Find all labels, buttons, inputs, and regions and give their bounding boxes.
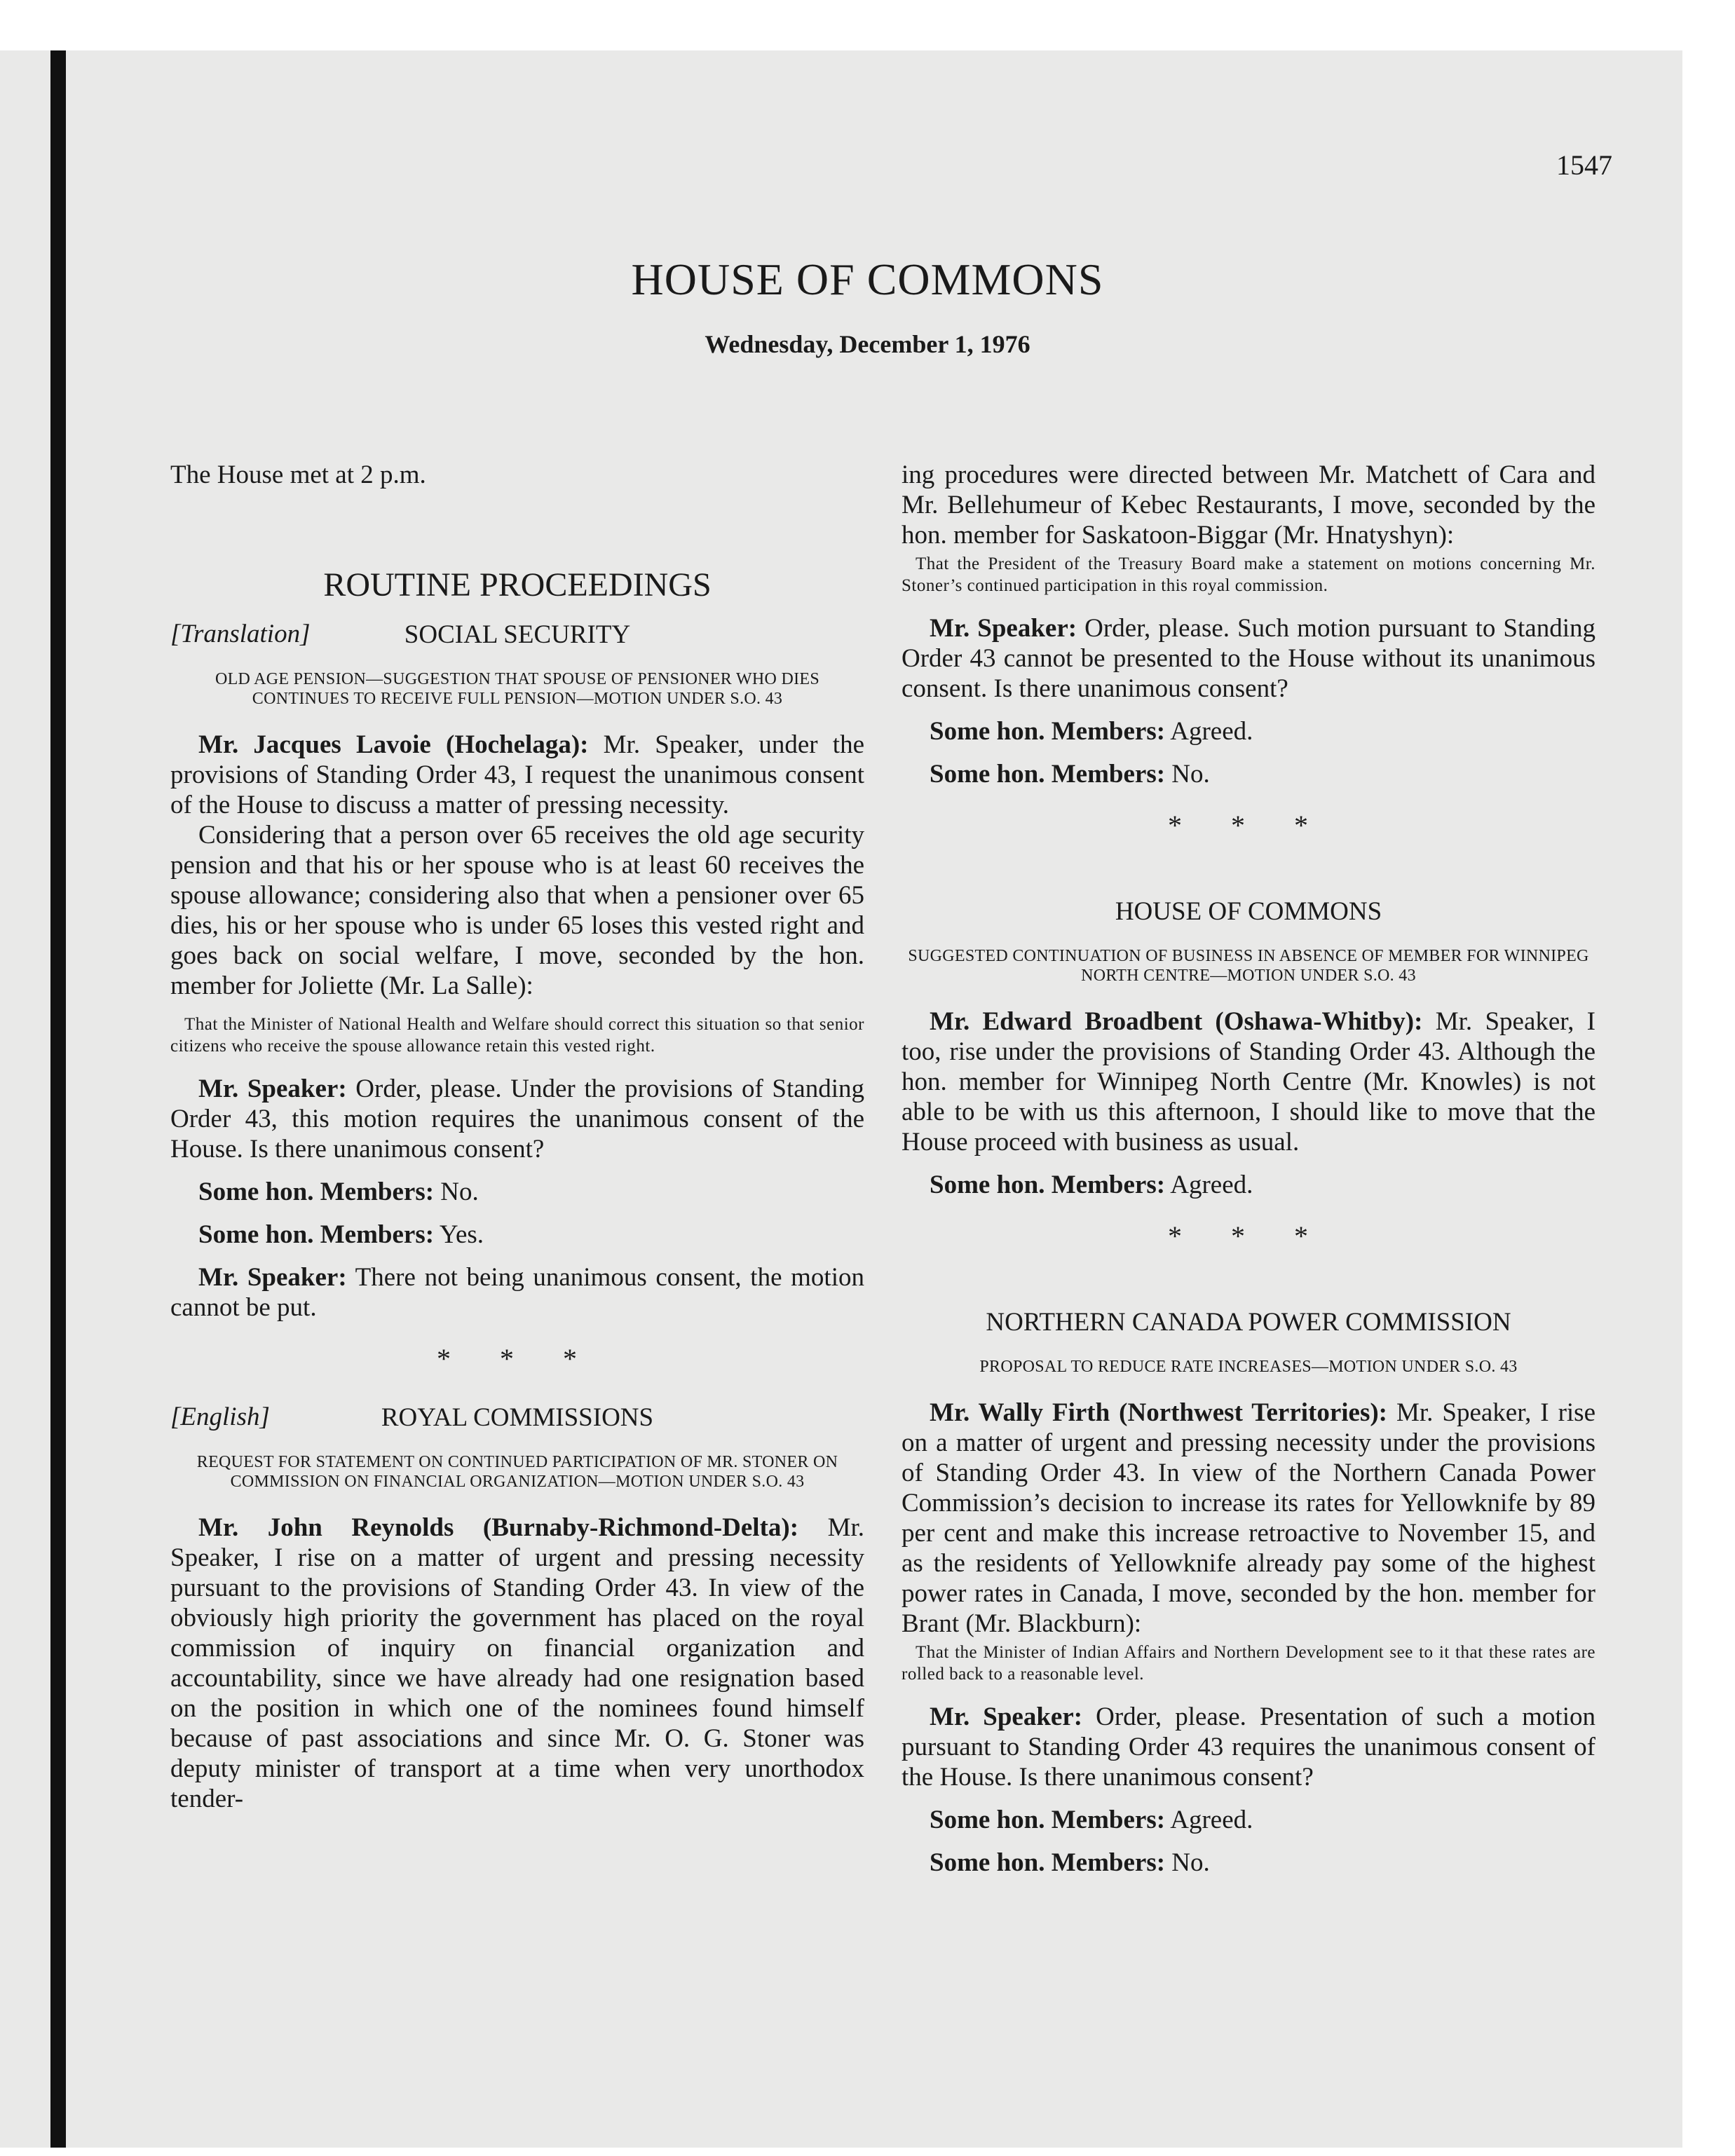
section-separator: * * * (1168, 810, 1329, 841)
speech-paragraph (901, 1848, 1595, 1878)
speech-paragraph (901, 1170, 1595, 1200)
speaker-name: Mr. Speaker: (198, 1263, 347, 1292)
opening-line: The House met at 2 p.m. (170, 460, 426, 489)
speech-text: No. (434, 1178, 479, 1206)
left-column (170, 460, 864, 1827)
speech-text: No. (1165, 760, 1210, 789)
speaker-name: Mr. Edward Broadbent (Oshawa-Whitby): (930, 1007, 1423, 1036)
page-number: 1547 (1556, 149, 1612, 181)
speech-paragraph (901, 759, 1595, 789)
sitting-date: Wednesday, December 1, 1976 (705, 330, 1030, 358)
subject-subheading: OLD AGE PENSION—SUGGESTION THAT SPOUSE OF PENSIONER WHO DIES CONTINUES TO RECEIVE FULL PENSION—MOTION UNDER S.O. 43 (215, 670, 820, 708)
speech-text: No. (1165, 1848, 1210, 1877)
motion-text: That the President of the Treasury Board make a statement on motions concerning Mr. Stoner’s continued participation in this royal commission. (901, 554, 1595, 595)
speech-text: Agreed. (1165, 717, 1253, 746)
language-marker: [English] (170, 1403, 270, 1431)
speech-paragraph (901, 1702, 1595, 1792)
speech-text: Order, please. Under the provisions of Standing Order 43, this motion requires the unanimous consent of the House. Is there unanimous consent? (170, 1074, 864, 1164)
speech-paragraph: Considering that a person over 65 receives the old age security pension and that his or her spouse who is at least 60 receives the spouse allowance; considering also that when a pensioner over 65 dies, his or her spouse who is under 65 loses this vested right and goes back on social welfare, I move, seconded by the hon. member for Joliette (Mr. La Salle): (170, 821, 864, 1000)
speaker-name: Mr. Speaker: (930, 1703, 1083, 1731)
speech-paragraph (901, 1007, 1595, 1157)
speaker-name: Some hon. Members: (930, 1848, 1166, 1877)
translation-label: Translation (180, 620, 301, 648)
page-title: HOUSE OF COMMONS (631, 254, 1104, 304)
subject-heading: HOUSE OF COMMONS (1115, 897, 1382, 926)
speaker-name: Mr. Jacques Lavoie (Hochelaga): (198, 730, 589, 759)
speech-text: Agreed. (1165, 1806, 1253, 1834)
speech-paragraph (170, 1262, 864, 1323)
subject-subheading: PROPOSAL TO REDUCE RATE INCREASES—MOTION UNDER S.O. 43 (979, 1358, 1518, 1376)
speaker-name: Some hon. Members: (930, 760, 1166, 789)
speech-paragraph (901, 716, 1595, 746)
speech-text: Mr. Speaker, I rise on a matter of urgent and pressing necessity pursuant to the provisions of Standing Order 43. In view of the obviously high priority the government has placed on the royal commission of inquiry on financial organization and accountability, since we have already had one resignation based on the position in which one of the nominees found himself because of past associations and since Mr. O. G. Stoner was deputy minister of transport at a time when very unorthodox tender- (170, 1513, 864, 1813)
subject-heading: SOCIAL SECURITY (404, 620, 631, 649)
speaker-name: Mr. Wally Firth (Northwest Territories): (930, 1398, 1388, 1427)
speech-paragraph (170, 1177, 864, 1207)
language-marker: [Translation] (170, 620, 311, 648)
speech-text: There not being unanimous consent, the motion cannot be put. (170, 1263, 864, 1322)
speech-paragraph (170, 730, 864, 820)
speech-paragraph (170, 1513, 864, 1814)
subject-subheading: REQUEST FOR STATEMENT ON CONTINUED PARTICIPATION OF MR. STONER ON COMMISSION ON FINANCIAL ORGANIZATION—MOTION UNDER S.O. 43 (196, 1453, 838, 1491)
section-separator: * * * (437, 1343, 598, 1374)
speech-text: Yes. (434, 1220, 484, 1249)
speaker-name: Some hon. Members: (198, 1178, 435, 1206)
speech-text: Agreed. (1165, 1171, 1253, 1199)
binding-edge (50, 50, 66, 2148)
speaker-name: Mr. Speaker: (198, 1074, 347, 1103)
speech-text: Order, please. Presentation of such a motion pursuant to Standing Order 43 requires the unanimous consent of the House. Is there unanimous consent? (901, 1703, 1595, 1792)
english-label: English (180, 1403, 260, 1431)
subject-subheading: SUGGESTED CONTINUATION OF BUSINESS IN ABSENCE OF MEMBER FOR WINNIPEG NORTH CENTRE—MOTION UNDER S.O. 43 (908, 947, 1589, 985)
section-heading: ROUTINE PROCEEDINGS (323, 566, 712, 603)
speaker-name: Mr. John Reynolds (Burnaby-Richmond-Delta): (198, 1513, 799, 1542)
subject-heading: NORTHERN CANADA POWER COMMISSION (986, 1308, 1511, 1337)
right-column (901, 460, 1595, 1890)
speaker-name: Some hon. Members: (930, 1806, 1166, 1834)
speech-paragraph (170, 1074, 864, 1164)
speech-text: Mr. Speaker, I too, rise under the provisions of Standing Order 43. Although the hon. member for Winnipeg North Centre (Mr. Knowles) is not able to be with us this afternoon, I should like to move that the House proceed with business as usual. (901, 1007, 1596, 1157)
speaker-name: Some hon. Members: (930, 1171, 1166, 1199)
speaker-name: Mr. Speaker: (930, 614, 1077, 643)
speech-paragraph (901, 613, 1595, 704)
speech-text: Order, please. Such motion pursuant to Standing Order 43 cannot be presented to the House without its unanimous consent. Is there unanimous consent? (901, 614, 1595, 703)
speaker-name: Some hon. Members: (198, 1220, 435, 1249)
speech-paragraph (901, 1805, 1595, 1835)
speech-paragraph (170, 1220, 864, 1250)
motion-text: That the Minister of Indian Affairs and Northern Development see to it that these rates are rolled back to a reasonable level. (901, 1643, 1595, 1684)
speaker-name: Some hon. Members: (930, 717, 1166, 746)
section-separator: * * * (1168, 1220, 1329, 1252)
subject-heading: ROYAL COMMISSIONS (381, 1403, 654, 1432)
speech-paragraph: ing procedures were directed between Mr. Matchett of Cara and Mr. Bellehumeur of Kebec Restaurants, I move, seconded by the hon. member for Saskatoon-Biggar (Mr. Hnatyshyn): (901, 460, 1595, 550)
speech-text: Mr. Speaker, under the provisions of Standing Order 43, I request the unanimous consent of the House to discuss a matter of pressing necessity. (170, 730, 864, 819)
speech-text: Mr. Speaker, I rise on a matter of urgent and pressing necessity under the provisions of Standing Order 43. In view of the Northern Canada Power Commission’s decision to increase its rates for Yellowknife by 89 per cent and make this increase retroactive to November 15, and as the residents of Yellowknife already pay some of the highest power rates in Canada, I move, seconded by the hon. member for Brant (Mr. Blackburn): (901, 1398, 1596, 1638)
motion-text: That the Minister of National Health and Welfare should correct this situation so that senior citizens who receive the spouse allowance retain this vested right. (170, 1015, 864, 1056)
speech-paragraph (901, 1398, 1595, 1639)
